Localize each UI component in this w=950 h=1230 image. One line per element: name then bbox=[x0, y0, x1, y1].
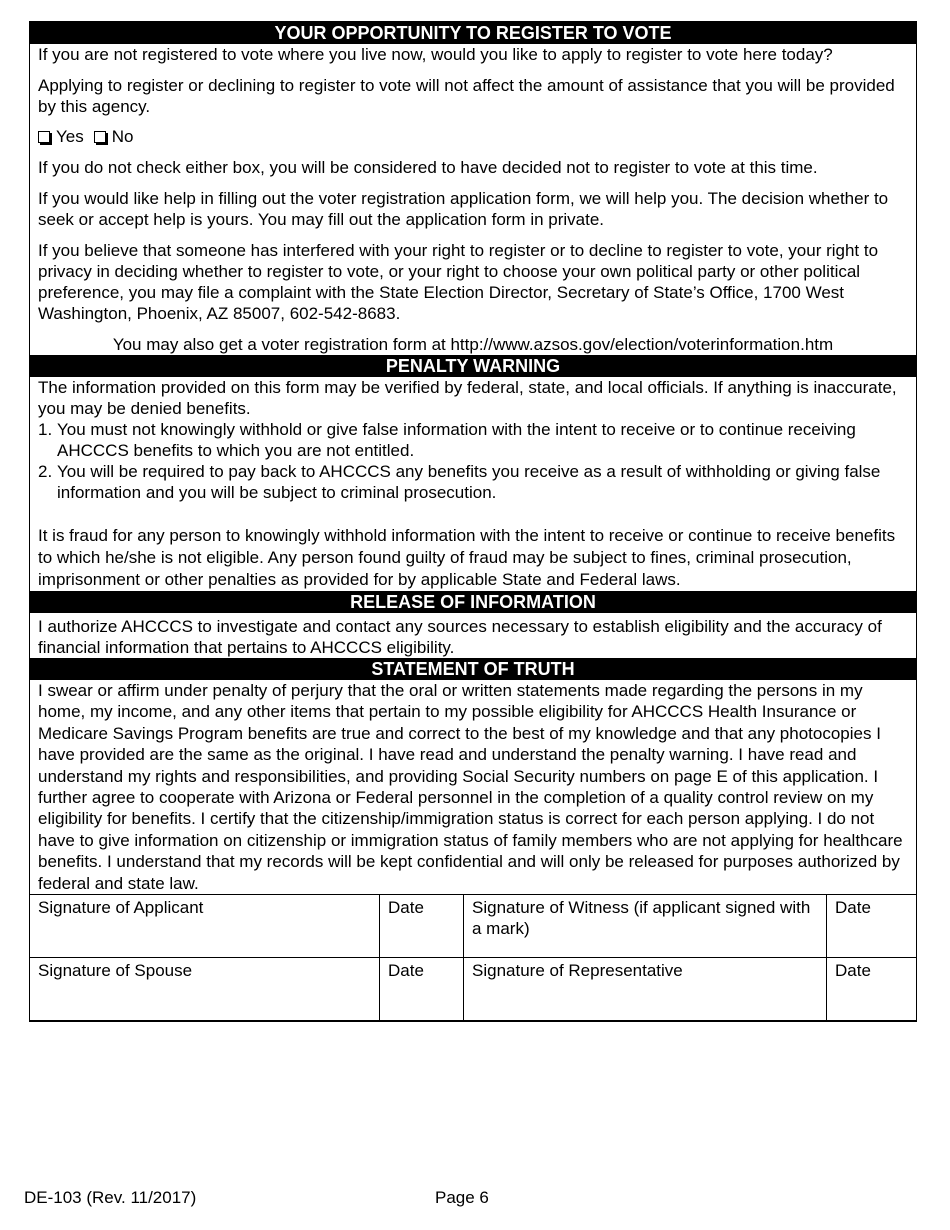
register-section bbox=[30, 44, 916, 355]
spouse-signature-field[interactable]: Signature of Spouse bbox=[30, 958, 380, 1021]
witness-date-field[interactable]: Date bbox=[827, 895, 917, 958]
penalty-list-item bbox=[38, 461, 908, 503]
register-help-text: If you would like help in filling out the voter registration application form, we will help you. The decision whether to seek or accept help is yours. You may fill out the application form in private. bbox=[38, 189, 889, 229]
representative-date-field[interactable]: Date bbox=[827, 958, 917, 1021]
register-question: If you are not registered to vote where you live now, would you like to apply to register to vote here today? bbox=[38, 45, 833, 64]
release-section bbox=[30, 613, 916, 658]
yes-label: Yes bbox=[56, 127, 84, 146]
truth-section bbox=[30, 680, 916, 894]
penalty-item-text: You must not knowingly withhold or give false information with the intent to receive or to continue receiving AHCCCS benefits to which you are not entitled. bbox=[57, 420, 856, 460]
witness-signature-field[interactable]: Signature of Witness (if applicant signed with a mark) bbox=[464, 895, 827, 958]
applicant-signature-field[interactable]: Signature of Applicant bbox=[30, 895, 380, 958]
register-no-check-text: If you do not check either box, you will be considered to have decided not to register to vote at this time. bbox=[38, 158, 818, 177]
release-text: I authorize AHCCCS to investigate and contact any sources necessary to establish eligibility and the accuracy of financial information that pertains to AHCCCS eligibility. bbox=[38, 617, 882, 657]
truth-text: I swear or affirm under penalty of perjury that the oral or written statements made regarding the persons in my home, my income, and any other items that pertain to my possible eligibility for AHCCCS Health Insurance or Medicare Savings Program benefits are true and correct to the best of my knowledge and that any photocopies I have provided are the same as the original. I have read and understand the penalty warning. I have read and understand my rights and responsibilities, and providing Social Security numbers on page E of this application. I further agree to cooperate with Arizona or Federal personnel in the completion of a quality control review on my eligibility for benefits. I certify that the citizenship/immigration status is correct for each person applying. I do not have to give information on citizenship or immigration status of family members who are not applying for healthcare benefits. I understand that my records will be kept confidential and will only be released for purposes authorized by federal and state law. bbox=[38, 681, 903, 893]
register-complaint-text: If you believe that someone has interfered with your right to register or to decline to register to vote, your right to privacy in deciding whether to register to vote, or your right to choose your own political party or other political preference, you may file a complaint with the State Election Director, Secretary of State’s Office, 1700 West Washington, Phoenix, AZ 85007, 602-542-8683. bbox=[38, 241, 879, 323]
penalty-intro: The information provided on this form may be verified by federal, state, and local officials. If anything is inaccurate, you may be denied benefits. bbox=[38, 378, 897, 418]
form-id: DE-103 (Rev. 11/2017) bbox=[24, 1188, 197, 1207]
no-checkbox[interactable] bbox=[94, 131, 106, 143]
spouse-date-field[interactable]: Date bbox=[380, 958, 464, 1021]
yes-no-row bbox=[38, 126, 908, 147]
register-form-link-text: You may also get a voter registration form at http://www.azsos.gov/election/voterinformation.htm bbox=[112, 335, 834, 354]
penalty-fraud-text: It is fraud for any person to knowingly withhold information with the intent to receive or continue to receive benefits to which he/she is not eligible. Any person found guilty of fraud may be subject to fines, criminal prosecution, imprisonment or other penalties as provided for by applicable State and Federal laws. bbox=[38, 526, 896, 589]
representative-signature-field[interactable]: Signature of Representative bbox=[464, 958, 827, 1021]
penalty-item-text: You will be required to pay back to AHCCCS any benefits you receive as a result of withholding or giving false information and you will be subject to criminal prosecution. bbox=[57, 462, 881, 502]
release-heading: RELEASE OF INFORMATION bbox=[30, 591, 916, 613]
penalty-item-number: 1. bbox=[38, 420, 53, 439]
page-number: Page 6 bbox=[435, 1188, 489, 1207]
penalty-list bbox=[38, 419, 908, 503]
register-assistance-text: Applying to register or declining to register to vote will not affect the amount of assistance that you will be provided by this agency. bbox=[38, 76, 895, 116]
penalty-section bbox=[30, 377, 916, 591]
truth-heading: STATEMENT OF TRUTH bbox=[30, 658, 916, 680]
signature-row bbox=[30, 958, 917, 1021]
yes-checkbox[interactable] bbox=[38, 131, 50, 143]
penalty-heading: PENALTY WARNING bbox=[30, 355, 916, 377]
form-frame bbox=[29, 21, 917, 1022]
applicant-date-field[interactable]: Date bbox=[380, 895, 464, 958]
register-heading: YOUR OPPORTUNITY TO REGISTER TO VOTE bbox=[30, 22, 916, 44]
signature-row bbox=[30, 895, 917, 958]
no-label: No bbox=[111, 127, 134, 146]
signature-table bbox=[29, 894, 917, 1021]
penalty-item-number: 2. bbox=[38, 462, 53, 481]
penalty-list-item bbox=[38, 419, 908, 461]
